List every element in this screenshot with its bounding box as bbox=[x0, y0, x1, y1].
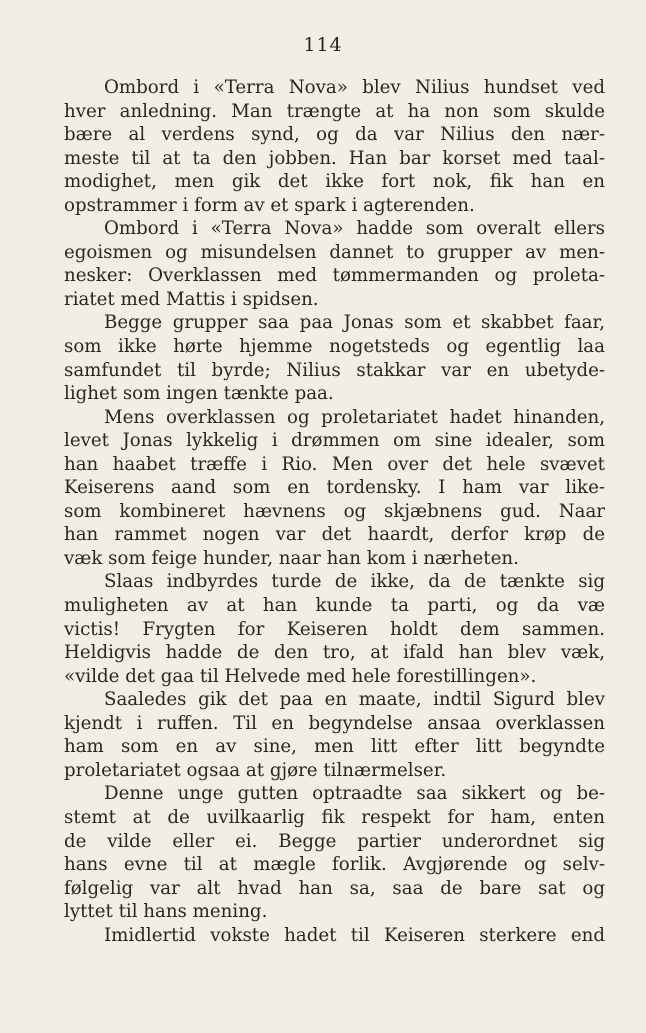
text-line: levet Jonas lykkelig i drømmen om sine idealer, som bbox=[64, 430, 605, 452]
text-line: Keiserens aand som en tordensky. I ham var like- bbox=[64, 477, 605, 499]
text-line: nesker: Overklassen med tømmermanden og proleta- bbox=[64, 265, 605, 287]
text-line: Ombord i «Terra Nova» blev Nilius hundset ved bbox=[104, 77, 605, 98]
text-line: Mens overklassen og proletariatet hadet hinanden, bbox=[104, 406, 605, 428]
text-line: proletariatet ogsaa at gjøre tilnærmelser. bbox=[64, 759, 447, 781]
text-line: opstrammer i form av et spark i agterenden. bbox=[64, 194, 475, 216]
text-line: Ombord i «Terra Nova» hadde som overalt ellers bbox=[104, 218, 605, 240]
text-line: meste til at ta den jobben. Han bar korset med taal- bbox=[64, 147, 605, 169]
text-line: Heldigvis hadde de den tro, at ifald han blev væk, bbox=[64, 642, 605, 664]
text-line: samfundet til byrde; Nilius stakkar var en ubetyde- bbox=[64, 359, 605, 381]
text-line: Denne unge gutten optraadte saa sikkert og be- bbox=[104, 783, 605, 805]
text-line: kjendt i ruffen. Til en begyndelse ansaa overklassen bbox=[64, 712, 605, 734]
page-number: 114 bbox=[303, 34, 343, 56]
text-line: følgelig var alt hvad han sa, saa de bare sat og bbox=[64, 877, 605, 899]
text-line: victis! Frygten for Keiseren holdt dem sammen. bbox=[64, 618, 605, 640]
text-line: hver anledning. Man trængte at ha non som skulde bbox=[64, 100, 605, 122]
text-line: han rammet nogen var det haardt, derfor krøp de bbox=[64, 524, 605, 546]
text-line: væk som feige hunder, naar han kom i nærheten. bbox=[64, 547, 519, 569]
text-line: de vilde eller ei. Begge partier underordnet sig bbox=[64, 830, 605, 852]
text-line: ham som en av sine, men litt efter litt begyndte bbox=[64, 736, 605, 758]
text-line: Saaledes gik det paa en maate, indtil Sigurd blev bbox=[104, 689, 605, 711]
text-line: hans evne til at mægle forlik. Avgjørende og selv- bbox=[64, 854, 605, 876]
text-line: som kombineret hævnens og skjæbnens gud. Naar bbox=[64, 500, 605, 522]
text-line: egoismen og misundelsen dannet to grupper av men- bbox=[64, 241, 605, 263]
text-line: bære al verdens synd, og da var Nilius den nær- bbox=[64, 124, 605, 146]
text-line: Slaas indbyrdes turde de ikke, da de tænkte sig bbox=[104, 571, 605, 593]
text-line: stemt at de uvilkaarlig fik respekt for ham, enten bbox=[64, 806, 605, 828]
text-line: «vilde det gaa til Helvede med hele forestillingen». bbox=[64, 665, 537, 687]
text-line: han haabet træffe i Rio. Men over det hele svævet bbox=[64, 453, 605, 475]
text-line: som ikke hørte hjemme nogetsteds og egentlig laa bbox=[64, 336, 605, 358]
text-line: Imidlertid vokste hadet til Keiseren sterkere end bbox=[104, 924, 605, 946]
text-line: Begge grupper saa paa Jonas som et skabbet faar, bbox=[104, 312, 605, 334]
text-line: modighet, men gik det ikke fort nok, fik han en bbox=[64, 171, 605, 193]
body-text bbox=[64, 76, 605, 947]
text-line: muligheten av at han kunde ta parti, og da væ bbox=[64, 595, 605, 617]
text-line: riatet med Mattis i spidsen. bbox=[64, 288, 319, 310]
text-line: lighet som ingen tænkte paa. bbox=[64, 383, 334, 405]
text-line: lyttet til hans mening. bbox=[64, 901, 268, 923]
